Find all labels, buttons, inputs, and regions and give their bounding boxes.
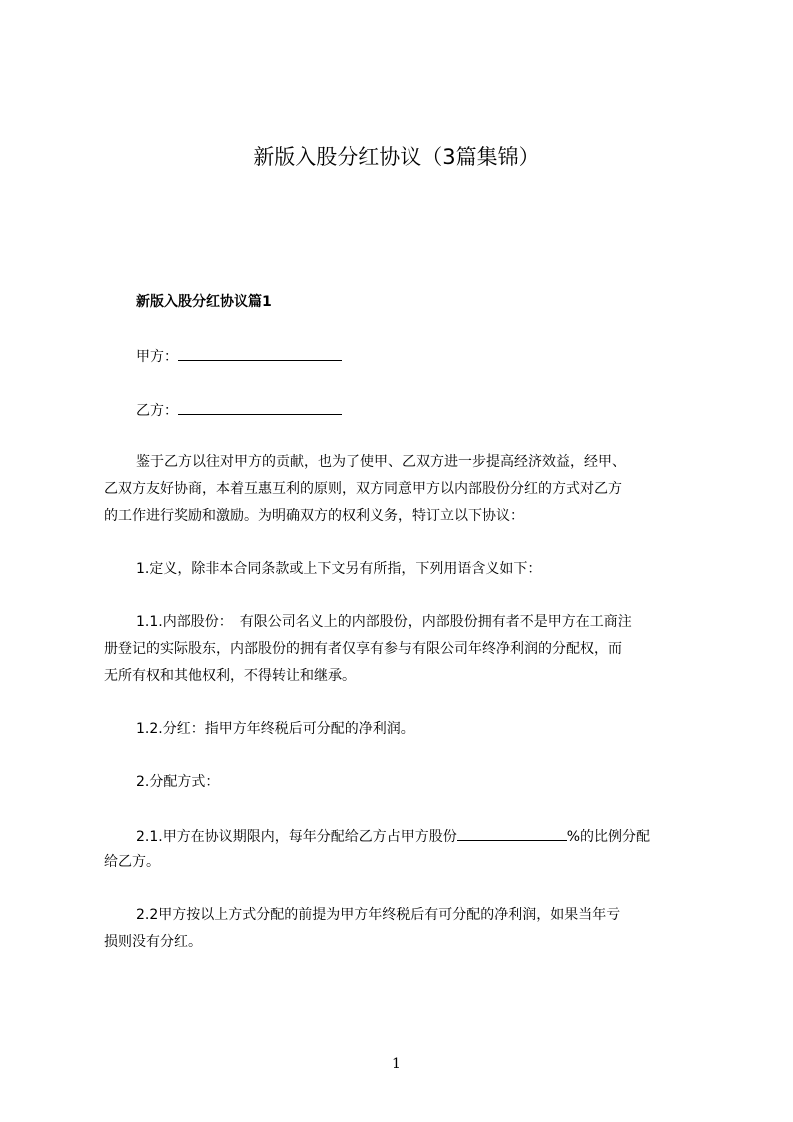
document-title: 新版入股分红协议（3篇集锦） [253,145,540,169]
clause-1-2: 1.2.分红：指甲方年终税后可分配的净利润。 [136,721,415,737]
party-b-blank [178,399,342,415]
clause-2-2-line: 2.2甲方按以上方式分配的前提为甲方年终税后有可分配的净利润，如果当年亏 [136,907,621,923]
clause-2-1-line2: 给乙方。 [104,854,160,870]
party-a-line [136,345,342,367]
section-heading: 新版入股分红协议篇1 [136,294,272,310]
clause-2: 2.分配方式： [136,774,220,790]
clause-2-1-after: %的比例分配 [566,829,651,845]
clause-1-1-line: 1.1.内部股份： 有限公司名义上的内部股份，内部股份拥有者不是甲方在工商注 [136,614,632,630]
clause-1-1-line: 册登记的实际股东，内部股份的拥有者仅享有参与有限公司年终净利润的分配权，而 [104,641,622,657]
percentage-blank [457,825,567,841]
intro-line: 的工作进行奖励和激励。为明确双方的权利义务，特订立以下协议： [104,508,524,524]
party-b-line [136,399,342,421]
clause-2-1-line [136,825,650,847]
intro-line: 乙双方友好协商，本着互惠互利的原则，双方同意甲方以内部股份分红的方式对乙方 [104,481,622,497]
party-b-label: 乙方： [136,403,178,419]
clause-2-1-before: 2.1.甲方在协议期限内，每年分配给乙方占甲方股份 [136,829,457,845]
party-a-label: 甲方： [136,349,178,365]
clause-1: 1.定义，除非本合同条款或上下文另有所指，下列用语含义如下： [136,561,542,577]
page-number: 1 [392,1056,401,1072]
clause-1-1-line: 无所有权和其他权利，不得转让和继承。 [104,668,356,684]
clause-2-2-line: 损则没有分红。 [104,934,202,950]
intro-line: 鉴于乙方以往对甲方的贡献，也为了使甲、乙双方进一步提高经济效益，经甲、 [136,454,626,470]
party-a-blank [178,345,342,361]
